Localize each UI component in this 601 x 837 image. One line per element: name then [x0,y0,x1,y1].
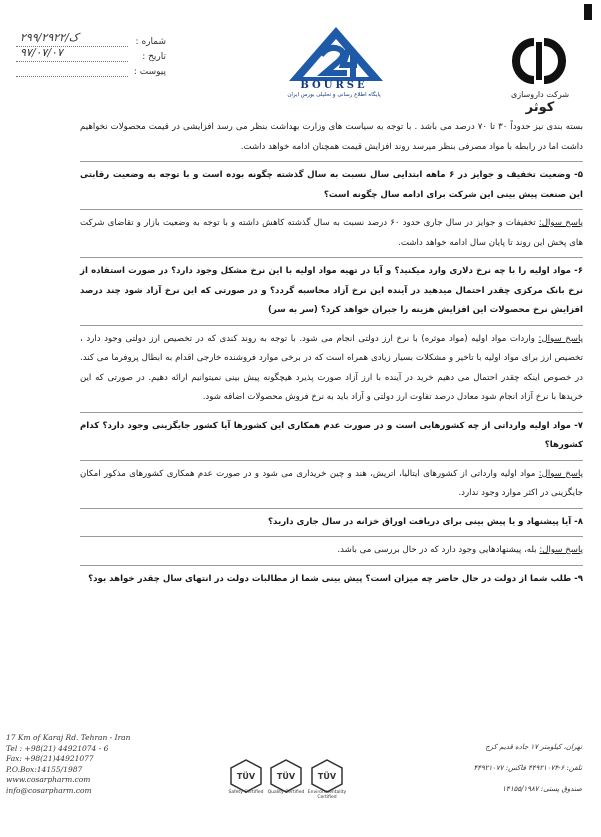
email-line: info@cosarpharm.com [6,785,92,795]
bourse-subtitle: پایگاه اطلاع رسانی و تحلیلی بورس ایران [287,92,381,98]
answer-text: واردات مواد اولیه (مواد موثره) با نرخ ارز دولتی انجام می شود. با توجه به روند کندی که در تخصیص ارز دولتی وجود دارد ، تخصیص ارز برای مواد اولیه با تاخیر و مشکلات بسیار زیادی همراه است که در برخی موارد فروشنده خارجی اقدام به ابطال پروفرما می کند. در خصوص اینکه چقدر احتمال می دهیم خرید در آینده با ارز آزاد صورت پذیرد هیچگونه پیش بینی نمیتوانیم ارائه دهیم. در صورتی که این خریدها با نرخ آزاد انجام شود معادل درصد تفاوت ارز دولتی و آزاد باید به نرخ فروش محصولات اضافه شود. [80,333,583,402]
divider [80,508,583,509]
divider [80,257,583,258]
cert-environment-label: Environmentality Certified [307,790,347,800]
answer-label: پاسخ سوال: [539,545,583,555]
scan-mark [584,4,592,20]
ref-number-label: شماره : [135,36,166,47]
contact-pobox-fa: صندوق پستی: ۱۴۱۵۵/۱۹۸۷ [502,785,582,793]
intro-paragraph: بسته بندی نیز حدوداً ۳۰ تا ۷۰ درصد می باشد . با توجه به سیاست های وزارت بهداشت بنظر می رسد افزایشی در قیمت محصولات نخواهیم داشت اما در رابطه با مواد مصرفی بنظر میرسد روند افزایش قیمت همچنان ادامه خواهد داشت. [80,122,583,152]
ref-number-value: ک/۲۹۹/۲۹۲۲ [20,30,79,44]
question-7: ۷- مواد اولیه وارداتی از چه کشورهایی است و در صورت عدم همکاری این کشورها آیا کشور جایگزینی وجود دارد؟ کدام کشورها؟ [80,420,583,450]
phone-line: Tel : +98(21) 44921074 - 6 [6,743,109,753]
pobox-line: P.O.Box:14155/1987 [6,764,83,774]
divider [80,325,583,326]
question-5: ۵- وضعیت تخفیف و جوایز در ۶ ماهه ابتدایی سال نسبت به سال گذشته چگونه بوده است و با توجه به وضعیت رقابتی این صنعت پیش بینی این شرکت برای ادامه سال چگونه است؟ [80,170,583,200]
divider [80,161,583,162]
reference-block [16,30,166,79]
answer-8 [80,541,583,561]
answer-text: تخفیفات و جوایز در سال جاری حدود ۶۰ درصد نسبت به سال گذشته کاهش داشته و با توجه به وضعیت بازار و تقاضای شرکت های پخش این روند تا پایان سال ادامه خواهد داشت. [80,218,583,248]
cert-brand: TÜV [317,772,337,781]
divider [80,460,583,461]
answer-label: پاسخ سوال: [538,218,583,228]
question-9: ۹- طلب شما از دولت در حال حاضر چه میزان است؟ پیش بینی شما از مطالبات دولت در انتهای سال چقدر خواهد بود؟ [88,573,583,584]
divider [80,565,583,566]
answer-label: پاسخ سوال: [538,468,583,479]
divider [80,209,583,210]
cert-quality-label: Quality Certified [267,790,305,795]
ref-attachment-label: پیوست : [133,66,166,77]
company-brand: کوثر [525,100,555,115]
contact-address-fa: تهران، کیلومتر ۱۷ جاده قدیم کرج [485,743,582,751]
bourse-name: BOURSE [300,80,368,91]
contact-phone-fa: تلفن: ۶-۴۴۹۲۱۰۷۴ فاکس: ۴۴۹۲۱۰۷۷ [473,764,582,772]
answer-5 [80,214,583,253]
website-line: www.cosarpharm.com [6,775,91,785]
ref-date-value: ۹۷/۰۷/۰۷ [20,45,63,59]
divider [80,412,583,413]
answer-6 [80,330,583,408]
address-line: 17 Km of Karaj Rd. Tehran - Iran [6,733,131,742]
company-name: شرکت داروسازی [510,90,570,99]
divider [80,536,583,537]
cert-safety-label: Safety Certified [228,790,264,795]
question-8: ۸- آیا پیشنهاد و یا پیش بینی برای دریافت اوراق خزانه در سال جاری دارید؟ [268,516,583,527]
footer-contact-fa [470,737,582,800]
answer-text: مواد اولیه وارداتی از کشورهای ایتالیا، اتریش، هند و چین خریداری می شود و در صورت عدم همکاری کشورهای مذکور امکان جایگزینی در اکثر موارد وجود ندارد. [80,468,583,498]
ref-date-label: تاریخ : [142,51,166,62]
cosar-logo-icon [512,38,566,84]
cert-brand: TÜV [236,772,256,781]
cert-brand: TÜV [276,772,296,781]
answer-text: بله، پیشنهادهایی وجود دارد که در حال بررسی می باشد. [337,545,540,555]
footer-address [6,733,166,797]
fax-line: Fax: +98(21)44921077 [6,754,94,764]
answer-7 [80,465,583,504]
letter-body [80,118,583,589]
answer-label: پاسخ سوال: [538,333,583,344]
question-6: ۶- مواد اولیه را با چه نرخ دلاری وارد میکنید؟ و آیا در تهیه مواد اولیه با این نرخ مشکل وجود دارد؟ در صورت استفاده از نرخ بانک مرکزی چقدر احتمال میدهید در آینده این نرخ آزاد محاسبه گردد؟ و در صورتی که این نرخ آزاد شود چند درصد افزایش نرخ محصولات این افزایش هزینه را جبران خواهد کرد؟ (سر به سر) [80,266,583,315]
ref-date-row [16,45,166,64]
ref-attachment-row [16,64,166,79]
